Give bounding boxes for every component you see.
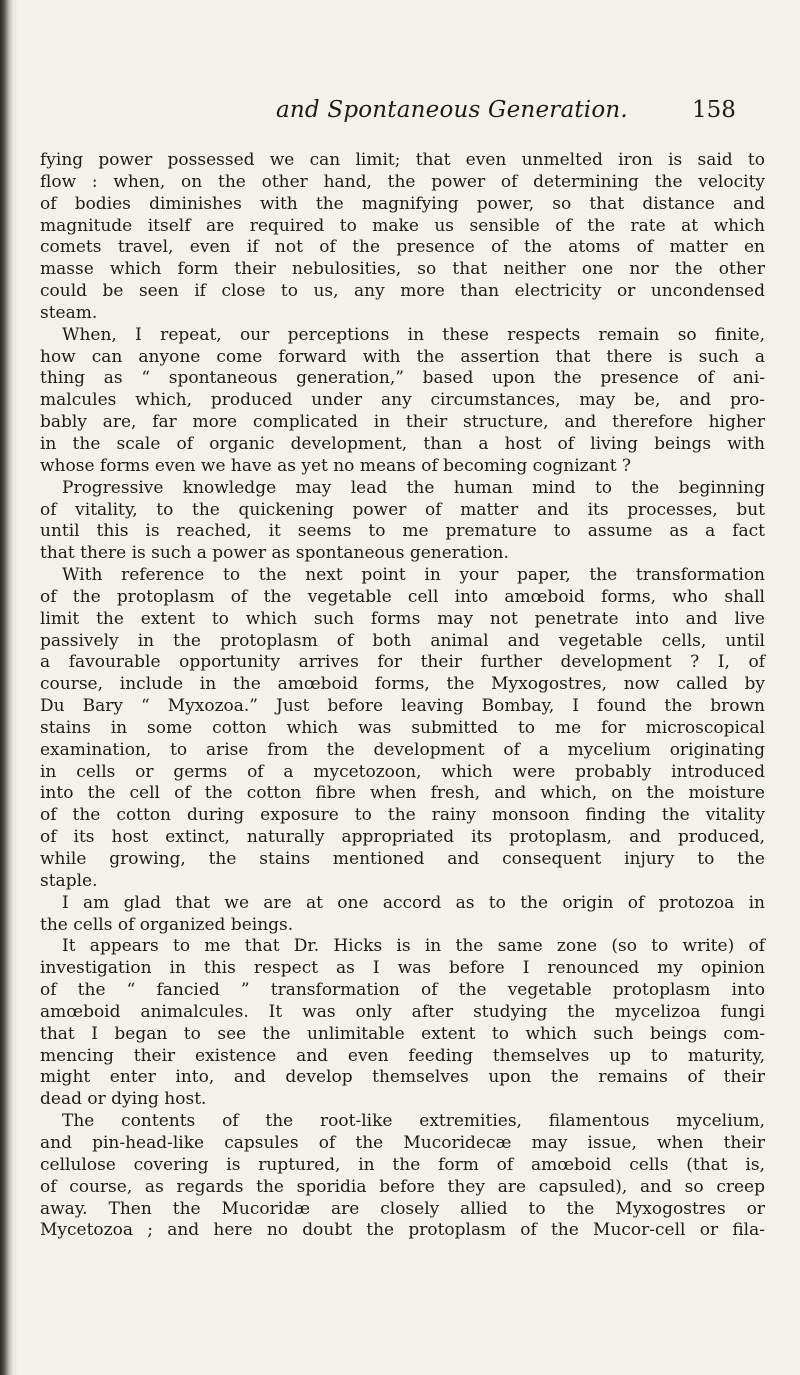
text-line: amœboid animalcules. It was only after studying the mycelizoa fungi xyxy=(40,1001,765,1022)
text-line: might enter into, and develop themselves upon the remains of their xyxy=(40,1067,765,1088)
text-line: how can anyone come forward with the assertion that there is such a xyxy=(40,346,765,367)
text-line: examination, to arise from the development of a mycelium originating xyxy=(40,739,765,760)
text-line: into the cell of the cotton fibre when fresh, and which, on the moisture xyxy=(40,783,765,804)
text-line: It appears to me that Dr. Hicks is in the same zone (so to write) of xyxy=(62,936,765,957)
text-line: malcules which, produced under any circumstances, may be, and pro- xyxy=(40,390,765,411)
text-line: of the protoplasm of the vegetable cell into amœboid forms, who shall xyxy=(40,586,765,607)
text-line: Progressive knowledge may lead the human mind to the beginning xyxy=(62,477,765,498)
text-line: When, I repeat, our perceptions in these respects remain so finite, xyxy=(62,324,765,345)
page-number: 158 xyxy=(692,97,736,123)
text-line: limit the extent to which such forms may not penetrate into and live xyxy=(40,608,765,629)
running-title: and Spontaneous Generation. xyxy=(276,97,628,123)
text-line: that there is such a power as spontaneous generation. xyxy=(40,543,509,564)
text-line: of the “ fancied ” transformation of the vegetable protoplasm into xyxy=(40,980,765,1001)
text-line: the cells of organized beings. xyxy=(40,914,294,935)
text-line: of bodies diminishes with the magnifying power, so that distance and xyxy=(40,193,765,214)
text-line: of its host extinct, naturally appropriated its protoplasm, and produced, xyxy=(40,827,765,848)
text-line: while growing, the stains mentioned and consequent injury to the xyxy=(40,849,765,869)
text-line: a favourable opportunity arrives for their further development ? I, of xyxy=(40,652,765,673)
text-line: fying power possessed we can limit; that even unmelted iron is said to xyxy=(40,150,765,170)
text-line: that I began to see the unlimitable extent to which such beings com- xyxy=(40,1023,765,1044)
text-line: course, include in the amœboid forms, the Myxogostres, now called by xyxy=(40,674,765,695)
page-binding-edge xyxy=(0,0,14,1375)
text-line: passively in the protoplasm of both animal and vegetable cells, until xyxy=(40,630,765,651)
text-line: bably are, far more complicated in their structure, and therefore higher xyxy=(40,412,765,433)
text-line: staple. xyxy=(40,870,98,891)
text-line: until this is reached, it seems to me premature to assume as a fact xyxy=(40,521,765,542)
text-line: mencing their existence and even feeding themselves up to maturity, xyxy=(40,1045,765,1066)
text-line: magnitude itself are required to make us sensible of the rate at which xyxy=(40,215,765,236)
text-line: I am glad that we are at one accord as to the origin of protozoa in xyxy=(62,892,765,913)
text-line: could be seen if close to us, any more than electricity or uncondensed xyxy=(40,281,765,302)
text-line: stains in some cotton which was submitted to me for microscopical xyxy=(40,717,765,738)
text-line: masse which form their nebulosities, so that neither one nor the other xyxy=(40,259,765,280)
body-text xyxy=(40,150,765,1242)
text-line: With reference to the next point in your paper, the transformation xyxy=(62,565,765,586)
text-line: of course, as regards the sporidia before they are capsuled), and so creep xyxy=(40,1176,765,1197)
running-head xyxy=(0,92,800,128)
text-line: The contents of the root-like extremities, filamentous mycelium, xyxy=(62,1111,765,1132)
text-line: in the scale of organic development, than a host of living beings with xyxy=(40,433,765,454)
page-gutter-shadow xyxy=(14,0,18,1375)
text-line: thing as “ spontaneous generation,” based upon the presence of ani- xyxy=(40,368,765,389)
text-line: away. Then the Mucoridæ are closely allied to the Myxogostres or xyxy=(40,1198,765,1219)
text-line: flow : when, on the other hand, the power of determining the velocity xyxy=(40,171,765,192)
text-line: Mycetozoa ; and here no doubt the protoplasm of the Mucor-cell or fila- xyxy=(40,1220,765,1241)
text-line: steam. xyxy=(40,302,98,323)
text-line: of the cotton during exposure to the rainy monsoon finding the vitality xyxy=(40,805,765,826)
text-line: and pin-head-like capsules of the Mucoridecæ may issue, when their xyxy=(40,1132,765,1153)
text-line: investigation in this respect as I was before I renounced my opinion xyxy=(40,958,765,979)
text-line: cellulose covering is ruptured, in the form of amœboid cells (that is, xyxy=(40,1154,765,1175)
text-line: in cells or germs of a mycetozoon, which were probably introduced xyxy=(40,761,765,782)
text-line: Du Bary “ Myxozoa.” Just before leaving Bombay, I found the brown xyxy=(40,696,765,717)
text-line: comets travel, even if not of the presence of the atoms of matter en xyxy=(40,237,765,258)
text-line: dead or dying host. xyxy=(40,1089,207,1110)
text-line: of vitality, to the quickening power of matter and its processes, but xyxy=(40,499,765,520)
text-line: whose forms even we have as yet no means of becoming cognizant ? xyxy=(40,455,632,476)
